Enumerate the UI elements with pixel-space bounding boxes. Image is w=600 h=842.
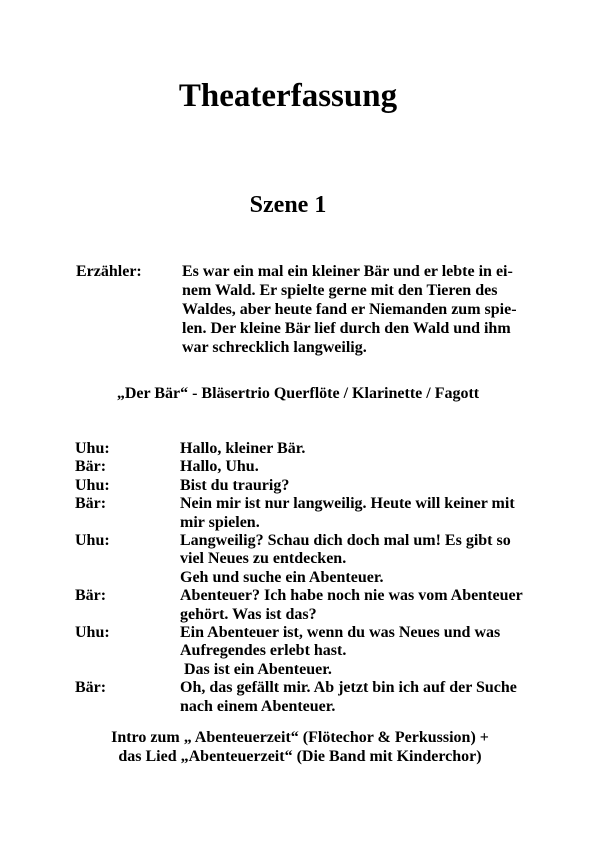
dialogue-line: Das ist ein Abenteuer.	[184, 660, 332, 678]
dialogue-line: Nein mir ist nur langweilig. Heute will keiner mit	[180, 495, 515, 513]
dialogue-row	[75, 440, 535, 458]
scene-heading: Szene 1	[249, 192, 327, 218]
dialogue-row	[75, 624, 535, 679]
narrator-line: Es war ein mal ein kleiner Bär und er lebte in ei-	[182, 263, 513, 280]
dialogue-row	[75, 477, 535, 495]
dialogue-row	[75, 532, 535, 587]
dialogue-row	[75, 679, 535, 716]
dialogue-line: Oh, das gefällt mir. Ab jetzt bin ich auf der Suche	[180, 679, 517, 697]
dialogue-block	[75, 440, 535, 716]
dialogue-line: Aufregendes erlebt hast.	[180, 642, 347, 660]
narrator-speaker: Erzähler:	[76, 263, 142, 280]
page-title: Theaterfassung	[178, 78, 398, 114]
narrator-line: len. Der kleine Bär lief durch den Wald und ihm	[182, 320, 511, 337]
speaker-name: Uhu:	[75, 440, 110, 457]
dialogue-line: Hallo, Uhu.	[180, 458, 259, 476]
dialogue-row	[75, 587, 535, 624]
dialogue-line: nach einem Abenteuer.	[180, 697, 336, 715]
speaker-name: Bär:	[75, 458, 107, 476]
speaker-name: Uhu:	[75, 532, 110, 550]
music-cue: „Der Bär“ - Bläsertrio Querflöte / Klarinette / Fagott	[116, 385, 480, 402]
speaker-name: Uhu:	[75, 476, 110, 494]
dialogue-row	[75, 495, 535, 532]
speaker-name: Bär:	[75, 587, 107, 605]
outro-line: das Lied „Abenteuerzeit“ (Die Band mit Kinderchor)	[118, 748, 482, 765]
dialogue-line: Abenteuer? Ich habe noch nie was vom Abenteuer	[180, 587, 523, 605]
narrator-line: war schrecklich langweilig.	[182, 339, 367, 356]
outro-line: Intro zum „ Abenteuerzeit“ (Flötechor & Perkussion) +	[111, 729, 489, 746]
speaker-name: Bär:	[75, 495, 107, 513]
dialogue-line: Langweilig? Schau dich doch mal um! Es gibt so	[180, 532, 511, 550]
dialogue-line: gehört. Was ist das?	[180, 605, 317, 623]
speaker-name: Bär:	[75, 679, 107, 697]
dialogue-line: mir spielen.	[180, 513, 260, 531]
narrator-text	[182, 262, 522, 357]
music-outro	[0, 728, 600, 766]
dialogue-row	[75, 458, 535, 476]
dialogue-line: Ein Abenteuer ist, wenn du was Neues und was	[180, 624, 501, 642]
speaker-name: Uhu:	[75, 624, 110, 642]
narrator-line: nem Wald. Er spielte gerne mit den Tieren des	[182, 282, 498, 299]
narrator-line: Waldes, aber heute fand er Niemanden zum spie-	[182, 301, 517, 318]
dialogue-line: Hallo, kleiner Bär.	[180, 440, 306, 457]
dialogue-line: Geh und suche ein Abenteuer.	[180, 568, 384, 586]
dialogue-line: Bist du traurig?	[180, 476, 290, 494]
dialogue-line: viel Neues zu entdecken.	[180, 550, 347, 568]
